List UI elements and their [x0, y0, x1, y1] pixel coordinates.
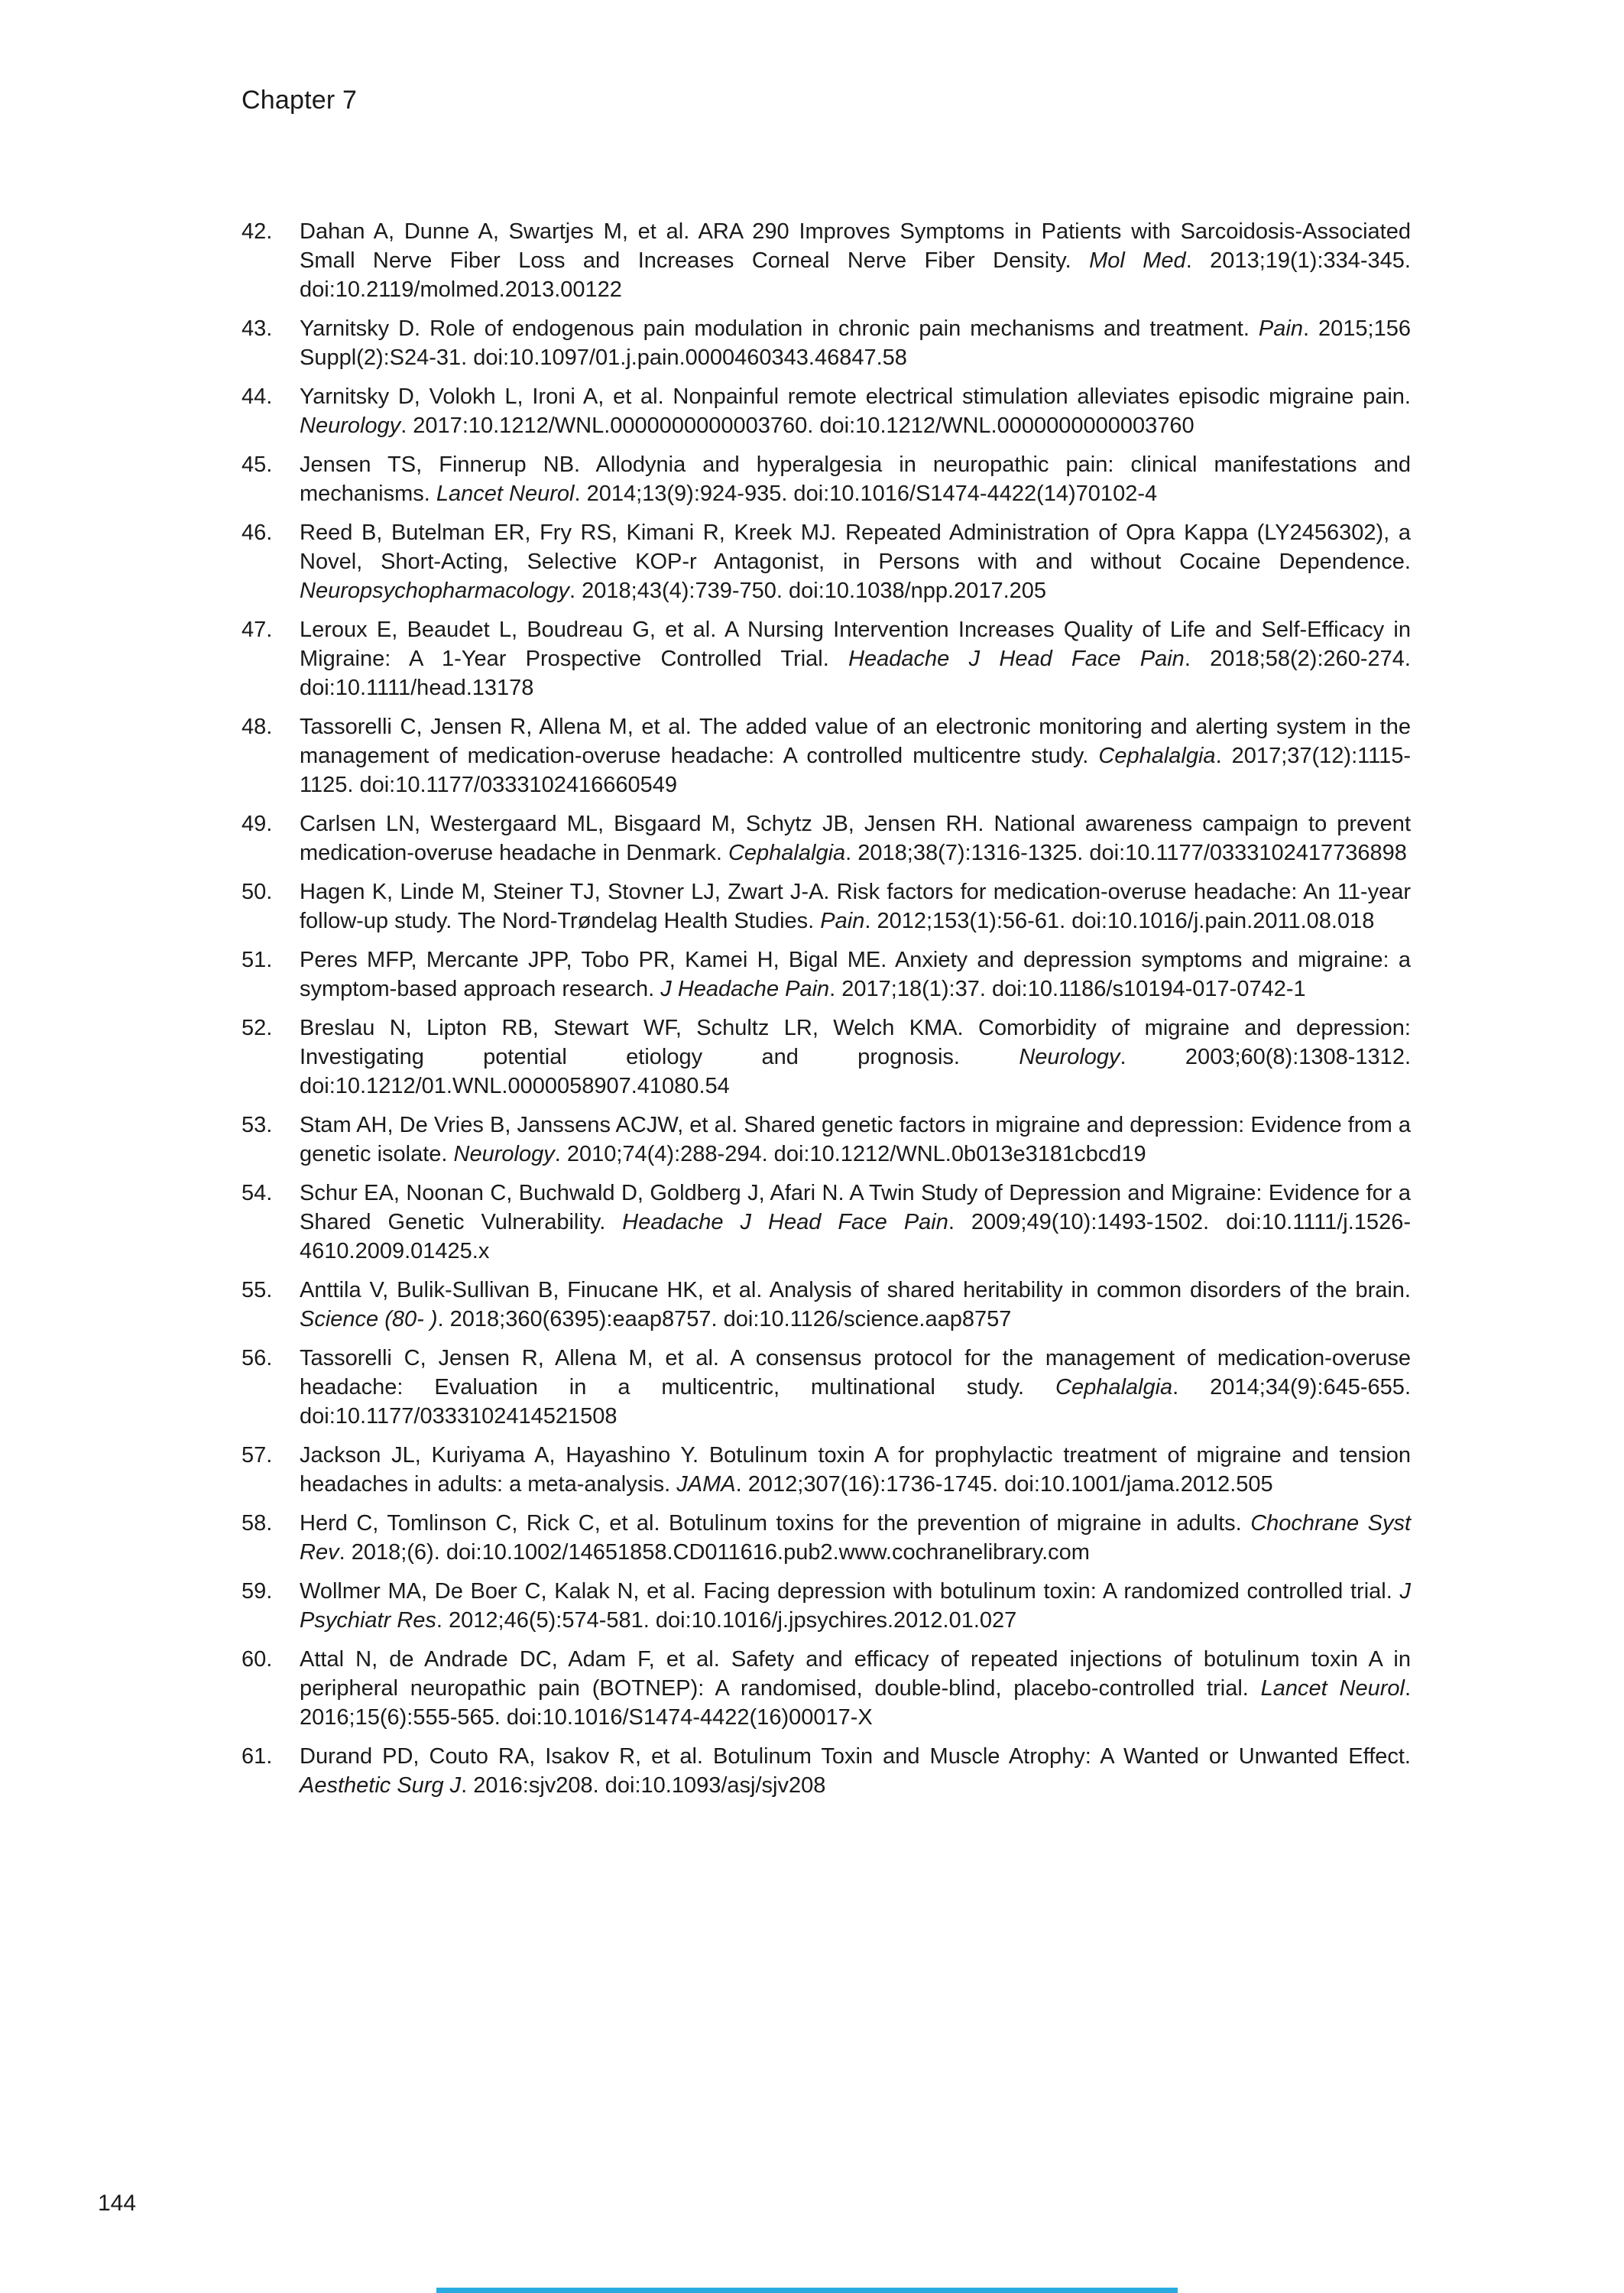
reference-number: 44.: [241, 384, 273, 409]
journal-name: Cephalalgia: [1055, 1375, 1173, 1399]
reference-number: 47.: [241, 618, 273, 642]
reference-number: 55.: [241, 1278, 273, 1302]
reference-number: 57.: [241, 1443, 273, 1468]
reference-text: [300, 1344, 1411, 1431]
reference-number: 42.: [241, 219, 273, 244]
reference-text-segment: . 2018;(6). doi:10.1002/14651858.CD011616.pub2.www.cochranelibrary.com: [339, 1540, 1090, 1565]
reference-number: 45.: [241, 452, 273, 477]
reference-text-segment: Leroux E, Beaudet L, Boudreau G, et al. A Nursing Intervention Increases Quality of Life and Self-Efficacy in Migraine: A 1-Year Prospective Controlled Trial.: [300, 618, 1411, 671]
reference-text-segment: Peres MFP, Mercante JPP, Tobo PR, Kamei H, Bigal ME. Anxiety and depression symptoms and migraine: a symptom-based approach research.: [300, 948, 1411, 1001]
journal-name: Neurology: [1019, 1045, 1120, 1069]
page-edge-accent: [436, 2288, 1178, 2293]
journal-name: Science (80- ): [300, 1307, 438, 1331]
chapter-header: Chapter 7: [241, 86, 358, 115]
reference-text-segment: Tassorelli C, Jensen R, Allena M, et al. The added value of an electronic monitoring and alerting system in the management of medication-overuse headache: A controlled multicentre study.: [300, 715, 1411, 768]
reference-item: [241, 1014, 1411, 1101]
reference-text: [300, 1509, 1411, 1567]
journal-name: Neuropsychopharmacology: [300, 579, 570, 603]
reference-text: [300, 1111, 1411, 1169]
reference-item: [241, 518, 1411, 605]
reference-text-segment: . 2015;156 Suppl(2):S24-31. doi:10.1097/01.j.pain.0000460343.46847.58: [300, 316, 1411, 370]
journal-name: Pain: [820, 909, 865, 933]
journal-name: Aesthetic Surg J: [300, 1773, 462, 1798]
reference-text-segment: Breslau N, Lipton RB, Stewart WF, Schultz LR, Welch KMA. Comorbidity of migraine and depression: Investigating potential etiology and prognosis.: [300, 1016, 1411, 1069]
reference-item: [241, 1645, 1411, 1732]
reference-text: [300, 1276, 1411, 1334]
reference-item: [241, 450, 1411, 508]
page-number: 144: [98, 2191, 137, 2216]
reference-text-segment: Wollmer MA, De Boer C, Kalak N, et al. Facing depression with botulinum toxin: A randomized controlled trial.: [300, 1579, 1400, 1604]
reference-item: [241, 1577, 1411, 1635]
reference-text: [300, 877, 1411, 936]
reference-item: [241, 314, 1411, 372]
reference-text-segment: . 2017;18(1):37. doi:10.1186/s10194-017-0742-1: [829, 977, 1306, 1001]
reference-number: 50.: [241, 880, 273, 904]
reference-text-segment: . 2012;46(5):574-581. doi:10.1016/j.jpsychires.2012.01.027: [436, 1608, 1017, 1633]
reference-item: [241, 945, 1411, 1004]
journal-name: Mol Med: [1089, 248, 1186, 273]
reference-text-segment: Stam AH, De Vries B, Janssens ACJW, et al. Shared genetic factors in migraine and depression: Evidence from a genetic isolate.: [300, 1113, 1411, 1166]
reference-text-segment: . 2016;15(6):555-565. doi:10.1016/S1474-4422(16)00017-X: [300, 1676, 1411, 1730]
reference-text: [300, 712, 1411, 799]
reference-text: [300, 1014, 1411, 1101]
reference-text-segment: . 2012;307(16):1736-1745. doi:10.1001/jama.2012.505: [735, 1472, 1273, 1497]
reference-item: [241, 217, 1411, 304]
reference-text: [300, 945, 1411, 1004]
reference-item: [241, 1344, 1411, 1431]
journal-name: J Headache Pain: [660, 977, 830, 1001]
reference-number: 52.: [241, 1016, 273, 1040]
reference-text: [300, 518, 1411, 605]
journal-name: Cephalalgia: [1098, 744, 1216, 768]
reference-number: 54.: [241, 1181, 273, 1205]
reference-text: [300, 450, 1411, 508]
reference-text: [300, 217, 1411, 304]
reference-text-segment: . 2012;153(1):56-61. doi:10.1016/j.pain.2011.08.018: [864, 909, 1375, 933]
reference-text-segment: Carlsen LN, Westergaard ML, Bisgaard M, Schytz JB, Jensen RH. National awareness campaign to prevent medication-overuse headache in Denmark.: [300, 812, 1411, 865]
reference-text-segment: . 2018;43(4):739-750. doi:10.1038/npp.2017.205: [569, 579, 1047, 603]
reference-item: [241, 712, 1411, 799]
reference-item: [241, 1742, 1411, 1800]
reference-text: [300, 1742, 1411, 1800]
reference-list: [241, 217, 1411, 1810]
reference-text-segment: . 2003;60(8):1308-1312. doi:10.1212/01.WNL.0000058907.41080.54: [300, 1045, 1412, 1098]
reference-item: [241, 615, 1411, 702]
reference-number: 49.: [241, 812, 273, 836]
reference-text-segment: . 2014;34(9):645-655. doi:10.1177/0333102414521508: [300, 1375, 1411, 1429]
reference-number: 61.: [241, 1744, 273, 1769]
reference-text-segment: . 2010;74(4):288-294. doi:10.1212/WNL.0b013e3181cbcd19: [554, 1142, 1146, 1166]
reference-number: 59.: [241, 1579, 273, 1604]
reference-text-segment: Dahan A, Dunne A, Swartjes M, et al. ARA 290 Improves Symptoms in Patients with Sarcoidosis-Associated Small Nerve Fiber Loss and Increases Corneal Nerve Fiber Density.: [300, 219, 1411, 273]
reference-text-segment: . 2016:sjv208. doi:10.1093/asj/sjv208: [461, 1773, 826, 1798]
reference-text-segment: . 2017:10.1212/WNL.0000000000003760. doi:10.1212/WNL.0000000000003760: [400, 414, 1194, 438]
reference-text-segment: Hagen K, Linde M, Steiner TJ, Stovner LJ, Zwart J-A. Risk factors for medication-overuse headache: An 11-year follow-up study. The Nord-Trøndelag Health Studies.: [300, 880, 1411, 933]
journal-name: Pain: [1258, 316, 1303, 341]
reference-text-segment: . 2009;49(10):1493-1502. doi:10.1111/j.1526-4610.2009.01425.x: [300, 1210, 1411, 1263]
reference-number: 43.: [241, 316, 273, 341]
reference-text-segment: Yarnitsky D. Role of endogenous pain modulation in chronic pain mechanisms and treatment.: [300, 316, 1259, 341]
journal-name: Lancet Neurol: [436, 482, 575, 506]
reference-text-segment: Schur EA, Noonan C, Buchwald D, Goldberg J, Afari N. A Twin Study of Depression and Migraine: Evidence for a Shared Genetic Vulnerability.: [300, 1181, 1411, 1234]
reference-text-segment: Attal N, de Andrade DC, Adam F, et al. Safety and efficacy of repeated injections of botulinum toxin A in peripheral neuropathic pain (BOTNEP): A randomised, double-blind, placebo-controlled trial.: [300, 1647, 1411, 1701]
reference-text-segment: . 2014;13(9):924-935. doi:10.1016/S1474-4422(14)70102-4: [574, 482, 1158, 506]
journal-name: Lancet Neurol: [1260, 1676, 1405, 1701]
reference-number: 46.: [241, 521, 273, 545]
reference-item: [241, 1111, 1411, 1169]
reference-item: [241, 1509, 1411, 1567]
journal-name: Headache J Head Face Pain: [848, 647, 1185, 671]
reference-text-segment: Reed B, Butelman ER, Fry RS, Kimani R, Kreek MJ. Repeated Administration of Opra Kappa (LY2456302), a Novel, Short-Acting, Selective KOP-r Antagonist, in Persons with and without Cocaine Dependence.: [300, 521, 1411, 574]
reference-item: [241, 1441, 1411, 1499]
reference-text-segment: Tassorelli C, Jensen R, Allena M, et al. A consensus protocol for the management of medication-overuse headache: Evaluation in a multicentric, multinational study.: [300, 1346, 1411, 1399]
reference-text: [300, 1441, 1411, 1499]
reference-text: [300, 314, 1411, 372]
reference-text: [300, 615, 1411, 702]
reference-text: [300, 382, 1411, 440]
reference-item: [241, 1276, 1411, 1334]
reference-text-segment: Jackson JL, Kuriyama A, Hayashino Y. Botulinum toxin A for prophylactic treatment of migraine and tension headaches in adults: a meta-analysis.: [300, 1443, 1411, 1497]
reference-number: 48.: [241, 715, 273, 739]
reference-number: 58.: [241, 1511, 273, 1536]
reference-number: 53.: [241, 1113, 273, 1137]
reference-item: [241, 809, 1411, 868]
journal-name: JAMA: [676, 1472, 736, 1497]
reference-number: 56.: [241, 1346, 273, 1370]
reference-text-segment: . 2018;360(6395):eaap8757. doi:10.1126/science.aap8757: [437, 1307, 1012, 1331]
reference-text-segment: Herd C, Tomlinson C, Rick C, et al. Botulinum toxins for the prevention of migraine in adults.: [300, 1511, 1251, 1536]
journal-name: J Psychiatr Res: [300, 1579, 1411, 1633]
reference-text-segment: Yarnitsky D, Volokh L, Ironi A, et al. Nonpainful remote electrical stimulation alleviates episodic migraine pain.: [300, 384, 1411, 409]
journal-name: Neurology: [453, 1142, 555, 1166]
reference-text-segment: . 2018;58(2):260-274. doi:10.1111/head.13178: [300, 647, 1411, 700]
journal-name: Chochrane Syst Rev: [300, 1511, 1412, 1565]
reference-text-segment: . 2017;37(12):1115-1125. doi:10.1177/0333102416660549: [300, 744, 1412, 797]
reference-text: [300, 809, 1411, 868]
reference-number: 60.: [241, 1647, 273, 1672]
reference-text: [300, 1645, 1411, 1732]
reference-number: 51.: [241, 948, 273, 972]
reference-item: [241, 1179, 1411, 1266]
journal-name: Cephalalgia: [728, 841, 846, 865]
reference-text-segment: Anttila V, Bulik-Sullivan B, Finucane HK, et al. Analysis of shared heritability in common disorders of the brain.: [300, 1278, 1411, 1302]
journal-name: Headache J Head Face Pain: [622, 1210, 948, 1234]
reference-item: [241, 382, 1411, 440]
reference-text-segment: . 2013;19(1):334-345. doi:10.2119/molmed.2013.00122: [300, 248, 1411, 302]
reference-text: [300, 1577, 1411, 1635]
journal-name: Neurology: [300, 414, 401, 438]
reference-item: [241, 877, 1411, 936]
reference-text-segment: Jensen TS, Finnerup NB. Allodynia and hyperalgesia in neuropathic pain: clinical manifestations and mechanisms.: [300, 452, 1411, 506]
reference-text-segment: . 2018;38(7):1316-1325. doi:10.1177/0333102417736898: [845, 841, 1407, 865]
reference-text: [300, 1179, 1411, 1266]
reference-text-segment: Durand PD, Couto RA, Isakov R, et al. Botulinum Toxin and Muscle Atrophy: A Wanted or Unwanted Effect.: [300, 1744, 1411, 1769]
